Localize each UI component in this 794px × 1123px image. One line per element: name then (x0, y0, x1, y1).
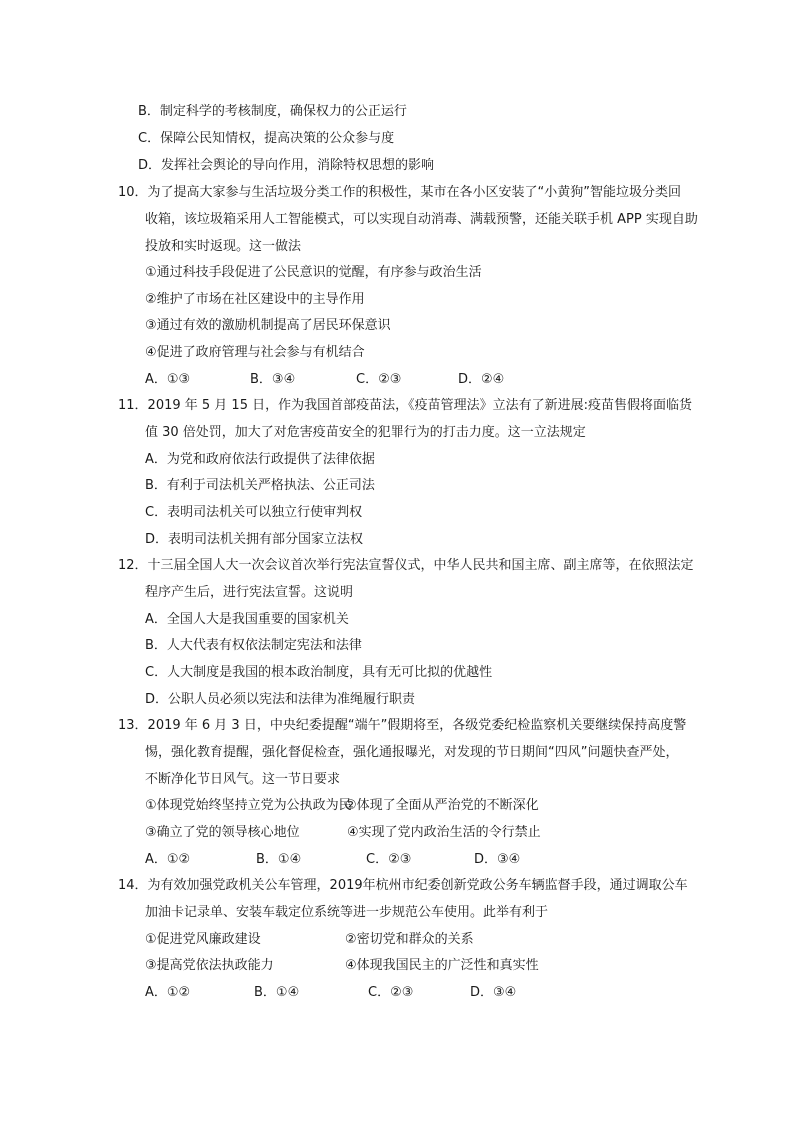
q10-options (0, 372, 794, 388)
q12-option-a: A．全国人大是我国重要的国家机关 (145, 612, 349, 627)
q13-item-3: ③确立了党的领导核心地位 (145, 825, 300, 840)
q9-option-b: B．制定科学的考核制度，确保权力的公正运行 (138, 104, 407, 119)
q11-stem-line-2: 值 30 倍处罚，加大了对危害疫苗安全的犯罪行为的打击力度。这一立法规定 (145, 425, 586, 440)
q11-option-d: D．表明司法机关拥有部分国家立法权 (145, 532, 364, 547)
q14-item-4: ④体现我国民主的广泛性和真实性 (345, 958, 539, 973)
q13-items-row-2 (0, 825, 794, 841)
q12-stem-line-2: 程序产生后，进行宪法宣誓。这说明 (145, 585, 354, 600)
q13-option-b: B．①④ (256, 852, 302, 867)
q11-option-c: C．表明司法机关可以独立行使审判权 (145, 505, 363, 520)
q13-item-4: ④实现了党内政治生活的令行禁止 (347, 825, 541, 840)
q14-option-d: D．③④ (470, 985, 517, 1000)
q11-option-b: B．有利于司法机关严格执法、公正司法 (145, 478, 375, 493)
q10-option-a: A．①③ (145, 372, 191, 387)
q13-option-a: A．①② (145, 852, 191, 867)
q14-item-1: ①促进党风廉政建设 (145, 932, 261, 947)
q14-items-row-1 (0, 932, 794, 948)
q14-item-3: ③提高党依法执政能力 (145, 958, 274, 973)
q10-option-d: D．②④ (458, 372, 505, 387)
q14-option-c: C．②③ (368, 985, 414, 1000)
q13-item-2: ②体现了全面从严治党的不断深化 (345, 798, 539, 813)
q14-items-row-2 (0, 958, 794, 974)
q10-stem-line-3: 投放和实时返现。这一做法 (145, 239, 302, 254)
q10-item-1: ①通过科技手段促进了公民意识的觉醒，有序参与政治生活 (145, 265, 482, 280)
q12-stem-line-1: 12．十三届全国人大一次会议首次举行宪法宣誓仪式，中华人民共和国主席、副主席等，在依照法定 (118, 558, 694, 573)
q13-option-d: D．③④ (474, 852, 521, 867)
q14-option-a: A．①② (145, 985, 191, 1000)
q14-item-2: ②密切党和群众的关系 (345, 932, 474, 947)
q13-stem-line-1: 13．2019 年 6 月 3 日，中央纪委提醒“端午”假期将至，各级党委纪检监察机关要继续保持高度警 (118, 718, 687, 733)
q10-stem-line-2: 收箱，该垃圾箱采用人工智能模式，可以实现自动消毒、满载预警，还能关联手机 APP 实现自助 (145, 212, 698, 227)
q12-option-d: D．公职人员必须以宪法和法律为准绳履行职责 (145, 692, 416, 707)
q12-option-c: C．人大制度是我国的根本政治制度，具有无可比拟的优越性 (145, 665, 493, 680)
q10-option-b: B．③④ (250, 372, 296, 387)
q10-item-2: ②维护了市场在社区建设中的主导作用 (145, 292, 365, 307)
q11-stem-line-1: 11．2019 年 5 月 15 日，作为我国首部疫苗法，《疫苗管理法》立法有了新进展:疫苗售假将面临货 (118, 398, 692, 413)
q13-item-1: ①体现党始终坚持立党为公执政为民 (145, 798, 352, 813)
q13-options (0, 852, 794, 868)
q10-item-3: ③通过有效的激励机制提高了居民环保意识 (145, 318, 391, 333)
q10-stem-line-1: 10．为了提高大家参与生活垃圾分类工作的积极性，某市在各小区安装了“小黄狗”智能垃圾分类回 (118, 185, 682, 200)
q14-stem-line-1: 14．为有效加强党政机关公车管理，2019年杭州市纪委创新党政公务车辆监督手段，通过调取公车 (118, 878, 688, 893)
q13-stem-line-2: 惕，强化教育提醒，强化督促检查，强化通报曝光，对发现的节日期间“四风”问题快查严处， (145, 745, 679, 760)
q14-options (0, 985, 794, 1001)
q13-option-c: C．②③ (366, 852, 412, 867)
q9-option-c: C．保障公民知情权，提高决策的公众参与度 (138, 131, 395, 146)
q12-option-b: B．人大代表有权依法制定宪法和法律 (145, 638, 362, 653)
q10-item-4: ④促进了政府管理与社会参与有机结合 (145, 345, 365, 360)
q10-option-c: C．②③ (356, 372, 402, 387)
q14-stem-line-2: 加油卡记录单、安装车载定位系统等进一步规范公车使用。此举有利于 (145, 905, 549, 920)
q13-stem-line-3: 不断净化节日风气。这一节日要求 (145, 772, 341, 787)
q14-option-b: B．①④ (254, 985, 300, 1000)
q13-items-row-1 (0, 798, 794, 814)
q9-option-d: D．发挥社会舆论的导向作用，消除特权思想的影响 (138, 158, 435, 173)
q11-option-a: A．为党和政府依法行政提供了法律依据 (145, 452, 375, 467)
